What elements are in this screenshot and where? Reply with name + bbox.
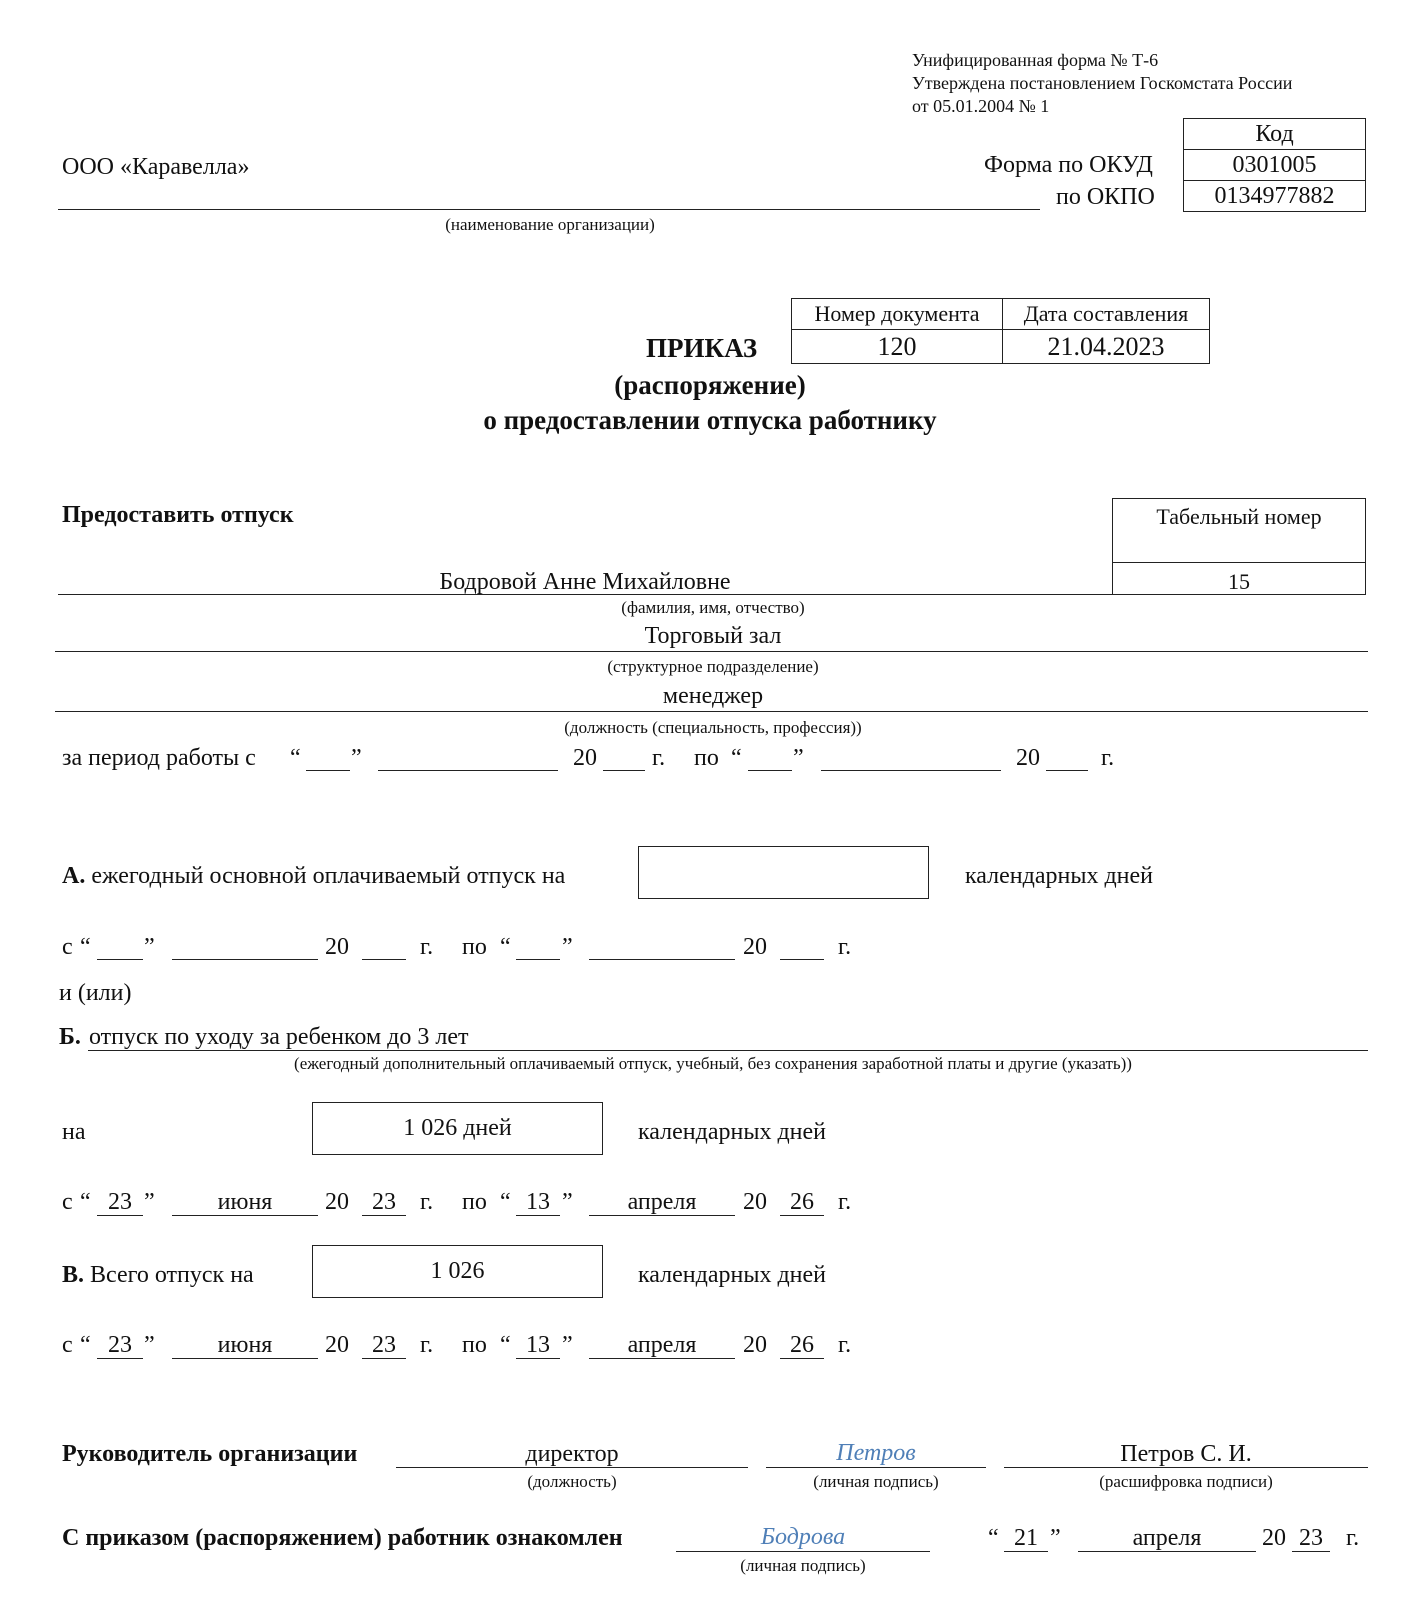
form-line-2: Утверждена постановлением Госкомстата России xyxy=(912,73,1293,93)
org-name-caption: (наименование организации) xyxy=(445,215,655,234)
section-b-from-month-line xyxy=(172,1215,318,1216)
doc-number: 120 xyxy=(792,330,1003,364)
section-v-from-year-suffix: г. xyxy=(420,1332,434,1358)
grant-label: Предоставить отпуск xyxy=(62,502,294,528)
period-from-q-close: ” xyxy=(351,745,362,771)
doc-number-header: Номер документа xyxy=(792,299,1003,330)
section-a-letter: А. xyxy=(62,863,86,889)
section-b-to-day-line xyxy=(516,1215,560,1216)
section-b-caption: (ежегодный дополнительный оплачиваемый отпуск, учебный, без сохранения заработной платы и другие (указать)) xyxy=(294,1054,1132,1073)
ack-year-line xyxy=(1292,1551,1330,1552)
section-b-from-year: 23 xyxy=(372,1189,396,1215)
section-b-from-q-open: “ xyxy=(80,1189,91,1215)
period-to-q-close: ” xyxy=(793,745,804,771)
section-v-from-twenty: 20 xyxy=(325,1332,349,1358)
section-b-text: отпуск по уходу за ребенком до 3 лет xyxy=(89,1024,469,1050)
employee-name-caption: (фамилия, имя, отчество) xyxy=(621,598,805,617)
section-b-to-year-suffix: г. xyxy=(838,1189,852,1215)
ack-signature: Бодрова xyxy=(760,1524,846,1550)
head-signature-caption: (личная подпись) xyxy=(813,1472,939,1491)
period-from-month-line xyxy=(378,770,558,771)
kod-header: Код xyxy=(1184,119,1366,150)
period-label: за период работы с xyxy=(62,745,256,771)
tab-number-header: Табельный номер xyxy=(1156,504,1322,529)
period-from-q-open: “ xyxy=(290,745,301,771)
doc-date: 21.04.2023 xyxy=(1003,330,1210,364)
okud-value: 0301005 xyxy=(1184,150,1366,181)
ack-q-open: “ xyxy=(988,1525,999,1551)
section-a-to-q-close: ” xyxy=(562,934,573,960)
section-v-from-day: 23 xyxy=(108,1332,132,1358)
head-name: Петров С. И. xyxy=(1120,1441,1252,1467)
section-v-to-label: по xyxy=(462,1332,487,1358)
position-line xyxy=(55,711,1368,712)
section-v-to-day: 13 xyxy=(526,1332,550,1358)
section-v-to-year-suffix: г. xyxy=(838,1332,852,1358)
section-b-from-q-close: ” xyxy=(144,1189,155,1215)
head-name-caption: (расшифровка подписи) xyxy=(1099,1472,1273,1491)
tab-number-value: 15 xyxy=(1228,569,1250,594)
section-v-to-month: апреля xyxy=(627,1332,697,1358)
section-v-to-q-close: ” xyxy=(562,1332,573,1358)
section-b-from-day: 23 xyxy=(108,1189,132,1215)
org-name: ООО «Каравелла» xyxy=(62,154,250,180)
ack-day: 21 xyxy=(1014,1525,1038,1551)
period-to-year-line xyxy=(1046,770,1088,771)
ack-month: апреля xyxy=(1132,1525,1202,1551)
head-name-line xyxy=(1004,1467,1368,1468)
section-b-from-year-line xyxy=(362,1215,406,1216)
ack-signature-line xyxy=(676,1551,930,1552)
section-b-line xyxy=(88,1050,1368,1051)
section-a-from-day-line xyxy=(97,959,143,960)
section-a-text: ежегодный основной оплачиваемый отпуск на xyxy=(91,863,566,889)
department-caption: (структурное подразделение) xyxy=(607,657,819,676)
section-b-to-q-close: ” xyxy=(562,1189,573,1215)
section-v-text: Всего отпуск на xyxy=(90,1262,254,1288)
section-b-from-label: с xyxy=(62,1189,73,1215)
ack-year: 23 xyxy=(1299,1525,1323,1551)
section-b-to-month: апреля xyxy=(627,1189,697,1215)
title-subject: о предоставлении отпуска работнику xyxy=(483,405,937,435)
codes-table xyxy=(1183,118,1366,212)
section-a-to-year-line xyxy=(780,959,824,960)
ack-day-line xyxy=(1004,1551,1048,1552)
head-position: директор xyxy=(525,1441,619,1467)
section-v-to-month-line xyxy=(589,1358,735,1359)
doc-meta-table xyxy=(791,298,1210,364)
position-caption: (должность (специальность, профессия)) xyxy=(564,718,862,737)
section-a-from-label: с xyxy=(62,934,73,960)
section-a xyxy=(62,863,565,890)
form-line-3: от 05.01.2004 № 1 xyxy=(912,96,1050,116)
period-from-year-suffix: г. xyxy=(652,745,666,771)
period-from-twenty: 20 xyxy=(573,745,597,771)
org-name-line xyxy=(58,209,1040,210)
section-v-from-year: 23 xyxy=(372,1332,396,1358)
section-a-to-twenty: 20 xyxy=(743,934,767,960)
head-signature: Петров xyxy=(836,1440,916,1466)
department: Торговый зал xyxy=(644,623,782,649)
section-a-days-box xyxy=(638,846,929,899)
ack-year-suffix: г. xyxy=(1346,1525,1360,1551)
section-a-from-month-line xyxy=(172,959,318,960)
section-v-to-day-line xyxy=(516,1358,560,1359)
section-v-from-month: июня xyxy=(217,1332,273,1358)
section-v-to-year-line xyxy=(780,1358,824,1359)
head-position-caption: (должность) xyxy=(527,1472,617,1491)
section-a-from-twenty: 20 xyxy=(325,934,349,960)
section-v-from-day-line xyxy=(97,1358,143,1359)
section-v-from-label: с xyxy=(62,1332,73,1358)
section-v-from-q-close: ” xyxy=(144,1332,155,1358)
section-a-to-label: по xyxy=(462,934,487,960)
section-v-from-q-open: “ xyxy=(80,1332,91,1358)
okpo-label: по ОКПО xyxy=(1056,184,1155,210)
department-line xyxy=(55,651,1368,652)
section-b-on: на xyxy=(62,1119,86,1145)
okud-label: Форма по ОКУД xyxy=(984,152,1153,178)
section-b-to-year: 26 xyxy=(790,1189,814,1215)
employee-name-line xyxy=(58,594,1112,595)
section-b-from-day-line xyxy=(97,1215,143,1216)
section-v-from-month-line xyxy=(172,1358,318,1359)
section-v-days-suffix: календарных дней xyxy=(638,1262,827,1288)
section-v-to-twenty: 20 xyxy=(743,1332,767,1358)
period-to-month-line xyxy=(821,770,1001,771)
section-a-days-suffix: календарных дней xyxy=(965,863,1154,889)
doc-date-header: Дата составления xyxy=(1003,299,1210,330)
section-a-from-q-open: “ xyxy=(80,934,91,960)
title-prikaz: ПРИКАЗ xyxy=(646,333,758,363)
period-to-q-open: “ xyxy=(731,745,742,771)
section-b-from-month: июня xyxy=(217,1189,273,1215)
section-a-to-year-suffix: г. xyxy=(838,934,852,960)
section-v-letter: В. xyxy=(62,1262,85,1288)
section-v xyxy=(62,1262,254,1289)
period-from-year-line xyxy=(603,770,645,771)
section-b-from-year-suffix: г. xyxy=(420,1189,434,1215)
section-v-from-year-line xyxy=(362,1358,406,1359)
tab-number-divider xyxy=(1112,562,1366,563)
section-b-letter: Б. xyxy=(59,1024,81,1050)
position: менеджер xyxy=(662,683,764,709)
section-b-to-q-open: “ xyxy=(500,1189,511,1215)
section-v-to-year: 26 xyxy=(790,1332,814,1358)
section-v-days: 1 026 xyxy=(312,1245,603,1298)
period-to-label: по xyxy=(694,745,719,771)
ack-twenty: 20 xyxy=(1262,1525,1286,1551)
period-to-day-line xyxy=(748,770,792,771)
ack-q-close: ” xyxy=(1050,1525,1061,1551)
ack-label: С приказом (распоряжением) работник ознакомлен xyxy=(62,1525,623,1551)
head-label: Руководитель организации xyxy=(62,1441,358,1467)
and-or: и (или) xyxy=(59,980,132,1006)
section-b-from-twenty: 20 xyxy=(325,1189,349,1215)
section-b-days-suffix: календарных дней xyxy=(638,1119,827,1145)
title-rasporyazhenie: (распоряжение) xyxy=(614,370,806,400)
section-a-to-day-line xyxy=(516,959,560,960)
form-line-1: Унифицированная форма № Т-6 xyxy=(912,50,1159,70)
section-b-to-year-line xyxy=(780,1215,824,1216)
section-b-to-day: 13 xyxy=(526,1189,550,1215)
section-a-from-year-line xyxy=(362,959,406,960)
section-b-to-label: по xyxy=(462,1189,487,1215)
ack-signature-caption: (личная подпись) xyxy=(740,1556,866,1575)
section-b-to-twenty: 20 xyxy=(743,1189,767,1215)
ack-month-line xyxy=(1078,1551,1256,1552)
section-b-to-month-line xyxy=(589,1215,735,1216)
section-a-from-year-suffix: г. xyxy=(420,934,434,960)
employee-name: Бодровой Анне Михайловне xyxy=(439,569,731,595)
head-signature-line xyxy=(766,1467,986,1468)
okpo-value: 0134977882 xyxy=(1184,181,1366,212)
section-a-from-q-close: ” xyxy=(144,934,155,960)
period-to-twenty: 20 xyxy=(1016,745,1040,771)
period-from-day-line xyxy=(306,770,350,771)
section-v-to-q-open: “ xyxy=(500,1332,511,1358)
section-a-to-month-line xyxy=(589,959,735,960)
period-to-year-suffix: г. xyxy=(1101,745,1115,771)
head-position-line xyxy=(396,1467,748,1468)
section-a-to-q-open: “ xyxy=(500,934,511,960)
section-b-days: 1 026 дней xyxy=(312,1102,603,1155)
